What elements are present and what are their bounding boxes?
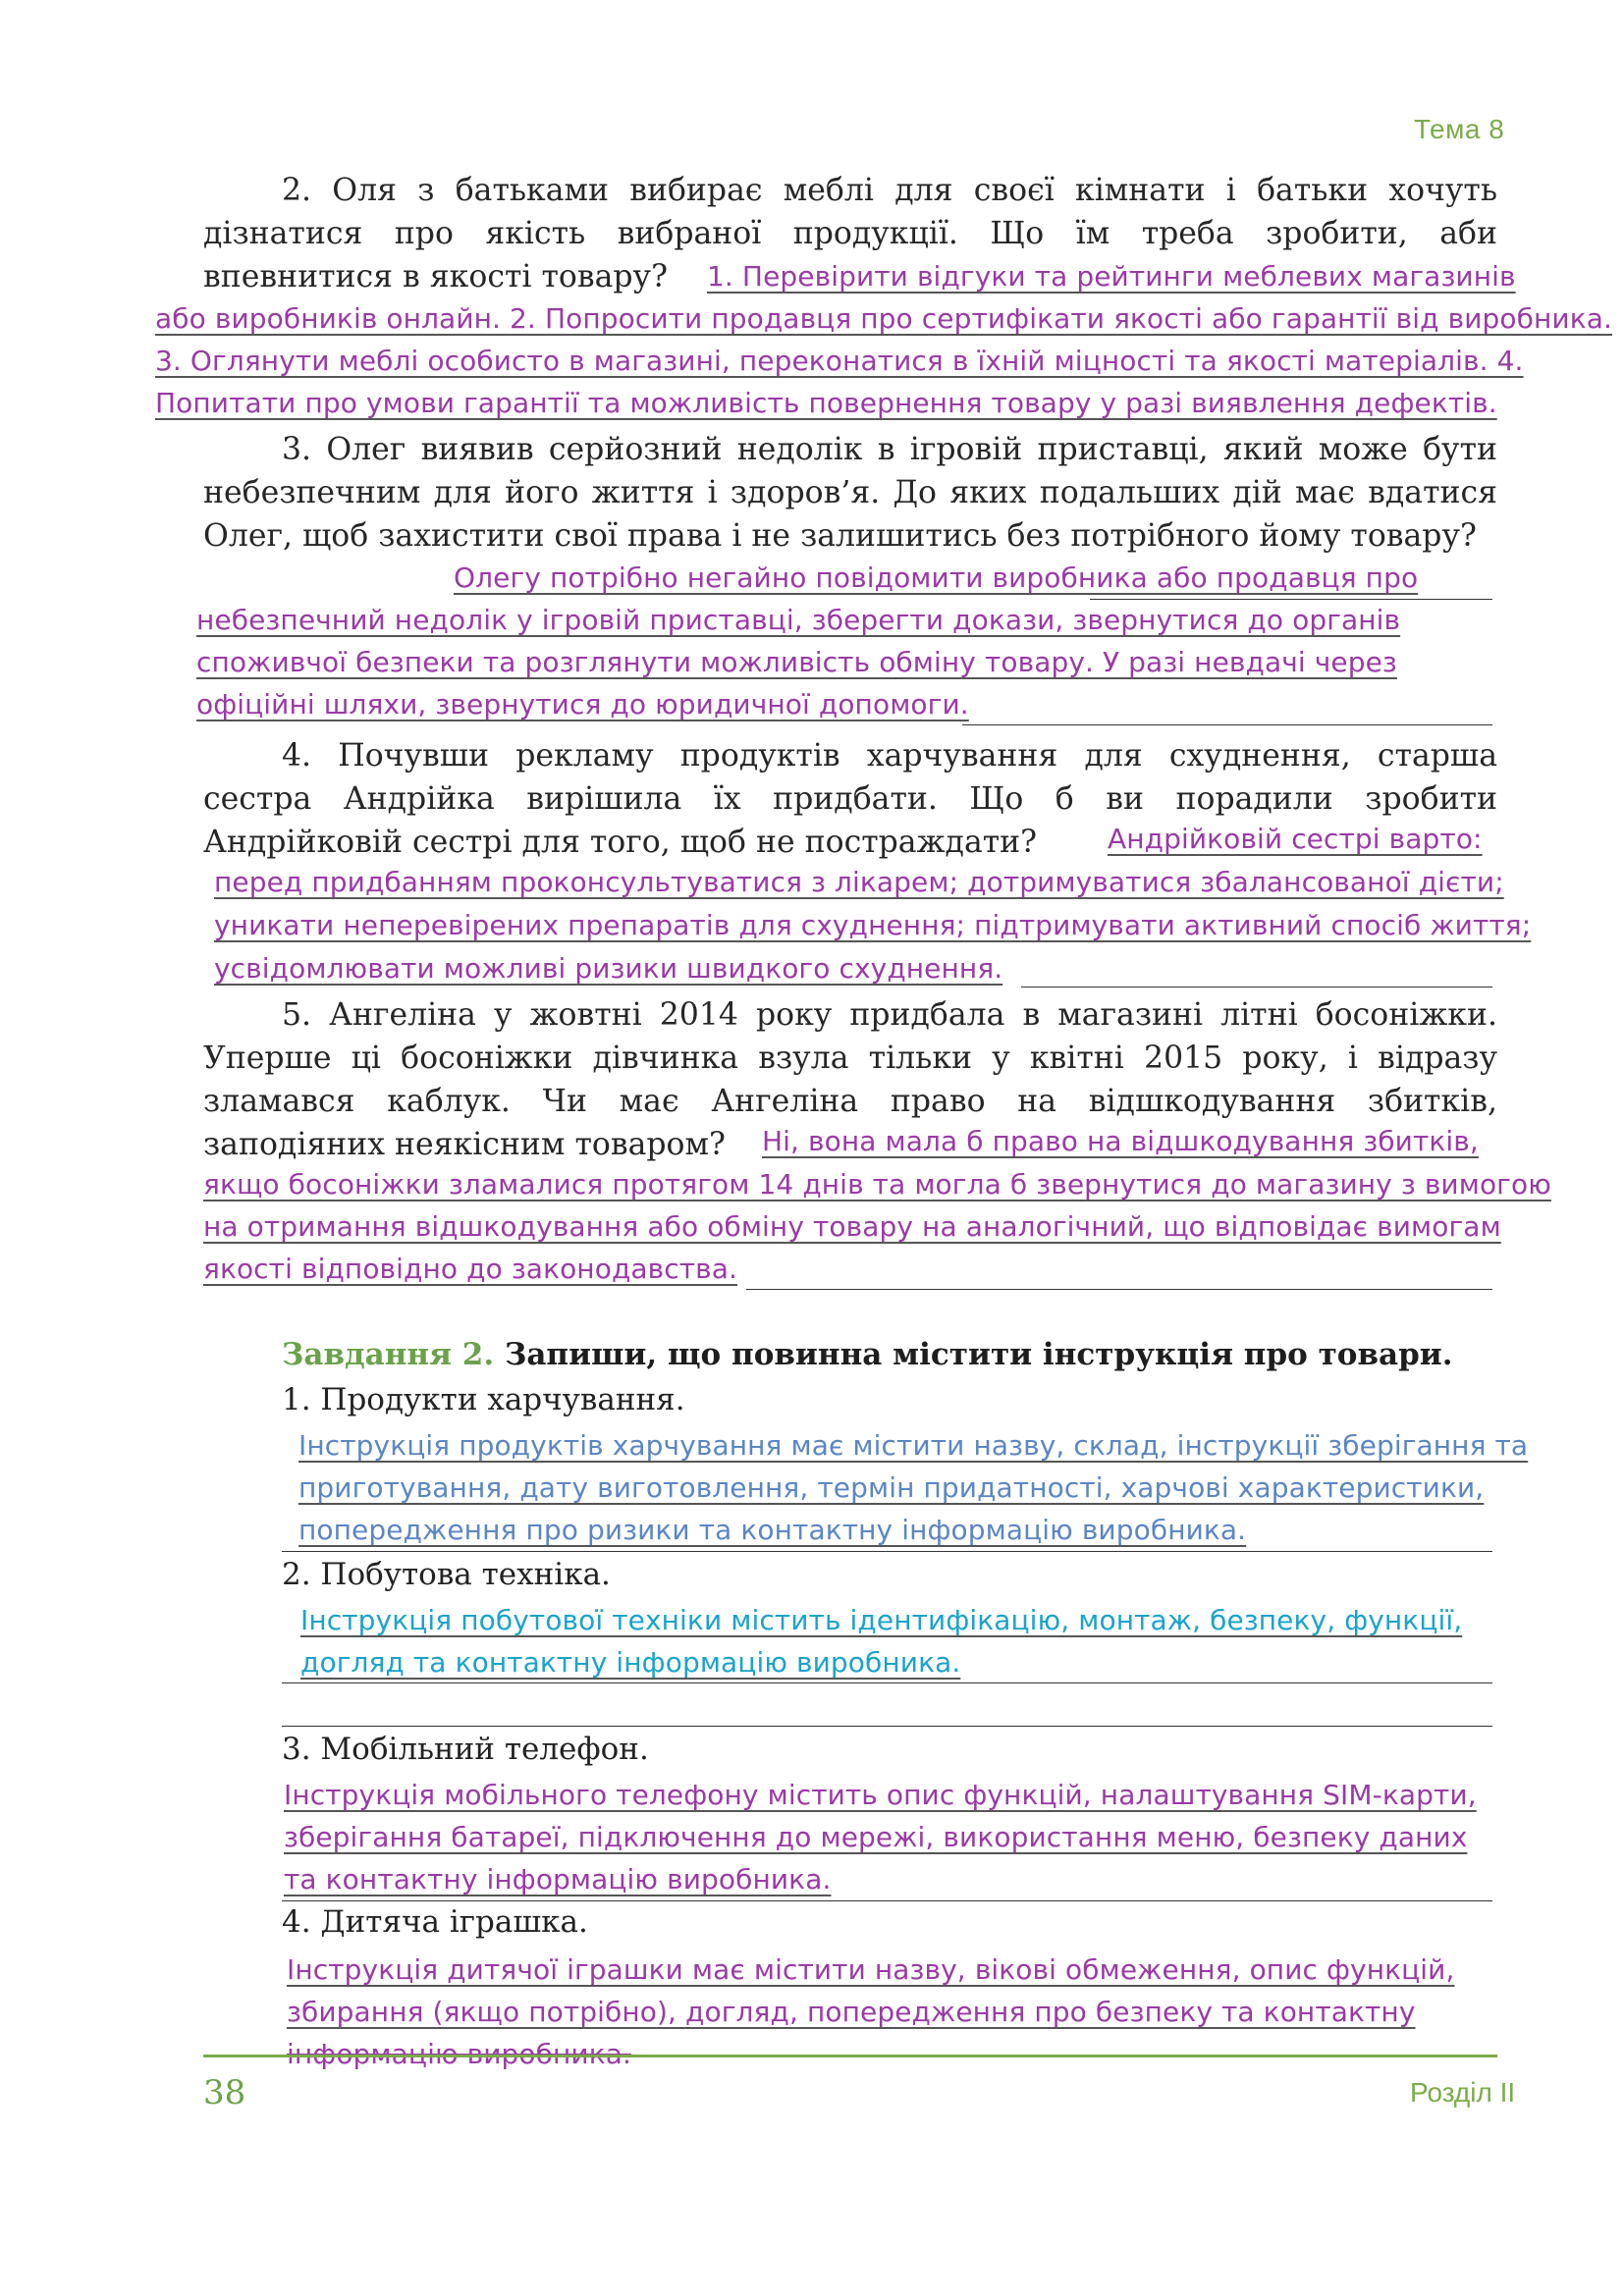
answer-line xyxy=(282,1551,1492,1552)
answer-2-line-3: 3. Оглянути меблі особисто в магазині, переконатися в їхній міцності та якості матеріалів. 4. xyxy=(155,345,1524,377)
item-4-answer-line-2: збирання (якщо потрібно), догляд, попередження про безпеку та контактну xyxy=(287,1996,1416,2028)
answer-3-line-3: споживчої безпеки та розглянути можливість обміну товару. У разі невдачі через xyxy=(196,646,1397,678)
task-2-label: Завдання 2. xyxy=(282,1337,495,1372)
answer-line xyxy=(282,1900,1492,1901)
answer-line xyxy=(282,1682,1492,1683)
answer-3-line-4: офіційні шляхи, звернутися до юридичної допомоги. xyxy=(196,688,969,721)
answer-line xyxy=(962,724,1492,725)
item-4-heading: 4. Дитяча іграшка. xyxy=(282,1904,588,1940)
item-3-answer-line-2: зберігання батареї, підключення до мережі, використання меню, безпеку даних xyxy=(284,1821,1468,1853)
item-1-answer-line-3: попередження про ризики та контактну інформацію виробника. xyxy=(298,1514,1247,1546)
item-3-heading: 3. Мобільний телефон. xyxy=(282,1732,649,1767)
section-label: Розділ II xyxy=(1410,2077,1516,2108)
item-2-answer-line-2: догляд та контактну інформацію виробника. xyxy=(300,1646,961,1679)
item-1-answer-line-2: приготування, дату виготовлення, термін придатності, харчові характеристики, xyxy=(298,1471,1485,1504)
answer-5-line-1: Ні, вона мала б право на відшкодування збитків, xyxy=(762,1125,1479,1157)
question-2: 2. Оля з батьками вибирає меблі для своєї кімнати і батьки хочуть дізнатися про якість вибраної продукції. Що їм треба зробити, аби впевнитися в якості товару? xyxy=(203,173,1497,294)
answer-line xyxy=(282,1726,1492,1727)
answer-line xyxy=(746,1289,1492,1290)
item-1-heading: 1. Продукти харчування. xyxy=(282,1382,685,1417)
item-2-answer-line-1: Інструкція побутової техніки містить ідентифікацію, монтаж, безпеку, функції, xyxy=(300,1604,1463,1636)
answer-4-line-3: уникати неперевірених препаратів для схуднення; підтримувати активний спосіб життя; xyxy=(214,909,1532,941)
question-4: 4. Почувши рекламу продуктів харчування для схуднення, старша сестра Андрійка вирішила їх придбати. Що б ви порадили зробити Андрійковій сестрі для того, щоб не постраждати? xyxy=(203,738,1497,860)
page-number: 38 xyxy=(203,2073,246,2112)
item-3-answer-line-3: та контактну інформацію виробника. xyxy=(284,1863,832,1896)
answer-5-line-3: на отримання відшкодування або обміну товару на аналогічний, що відповідає вимогам xyxy=(203,1210,1501,1243)
item-2-heading: 2. Побутова техніка. xyxy=(282,1557,611,1592)
answer-5-line-4: якості відповідно до законодавства. xyxy=(203,1253,738,1285)
question-5: 5. Ангеліна у жовтні 2014 року придбала в магазині літні босоніжки. Уперше ці босоніжки дівчинка взула тільки у квітні 2015 року, і відразу зламався каблук. Чи має Ангеліна право на відшкодування збитків, заподіяних неякісним товаром? xyxy=(203,997,1497,1162)
task-2-instruction: Запиши, що повинна містити інструкція про товари. xyxy=(504,1337,1453,1372)
item-1-answer-line-1: Інструкція продуктів харчування має містити назву, склад, інструкції зберігання та xyxy=(298,1429,1529,1462)
item-4-answer-line-1: Інструкція дитячої іграшки має містити назву, вікові обмеження, опис функцій, xyxy=(287,1953,1455,1986)
item-3-answer-line-1: Інструкція мобільного телефону містить опис функцій, налаштування SIM-карти, xyxy=(284,1779,1477,1811)
task-2-title xyxy=(282,1337,1453,1372)
answer-2-line-1: 1. Перевірити відгуки та рейтинги меблевих магазинів xyxy=(707,260,1516,293)
answer-3-line-2: небезпечний недолік у ігровій приставці, зберегти докази, звернутися до органів xyxy=(196,604,1401,636)
answer-3-line-1: Олегу потрібно негайно повідомити виробника або продавця про xyxy=(454,561,1419,594)
answer-line xyxy=(1090,599,1492,600)
answer-2-line-4: Попитати про умови гарантії та можливість повернення товару у разі виявлення дефектів. xyxy=(155,387,1497,419)
footer-divider xyxy=(203,2055,1497,2057)
answer-4-line-4: усвідомлювати можливі ризики швидкого схуднення. xyxy=(214,952,1003,985)
item-4-answer-line-3: інформацію виробника. xyxy=(287,2038,631,2070)
answer-2-line-2: або виробників онлайн. 2. Попросити продавця про сертифікати якості або гарантії від виробника. xyxy=(155,302,1612,335)
answer-5-line-2: якщо босоніжки зламалися протягом 14 днів та могла б звернутися до магазину з вимогою xyxy=(203,1168,1551,1201)
answer-4-line-2: перед придбанням проконсультуватися з лікарем; дотримуватися збалансованої дієти; xyxy=(214,866,1504,898)
answer-4-line-1: Андрійковій сестрі варто: xyxy=(1108,823,1483,855)
answer-line xyxy=(1021,987,1492,988)
topic-label: Тема 8 xyxy=(1414,114,1505,144)
question-3: 3. Олег виявив серйозний недолік в ігровій приставці, який може бути небезпечним для його життя і здоров’я. До яких подальших дій має вдатися Олег, щоб захистити свої права і не залишитись без потрібного йому товару? xyxy=(203,432,1497,554)
